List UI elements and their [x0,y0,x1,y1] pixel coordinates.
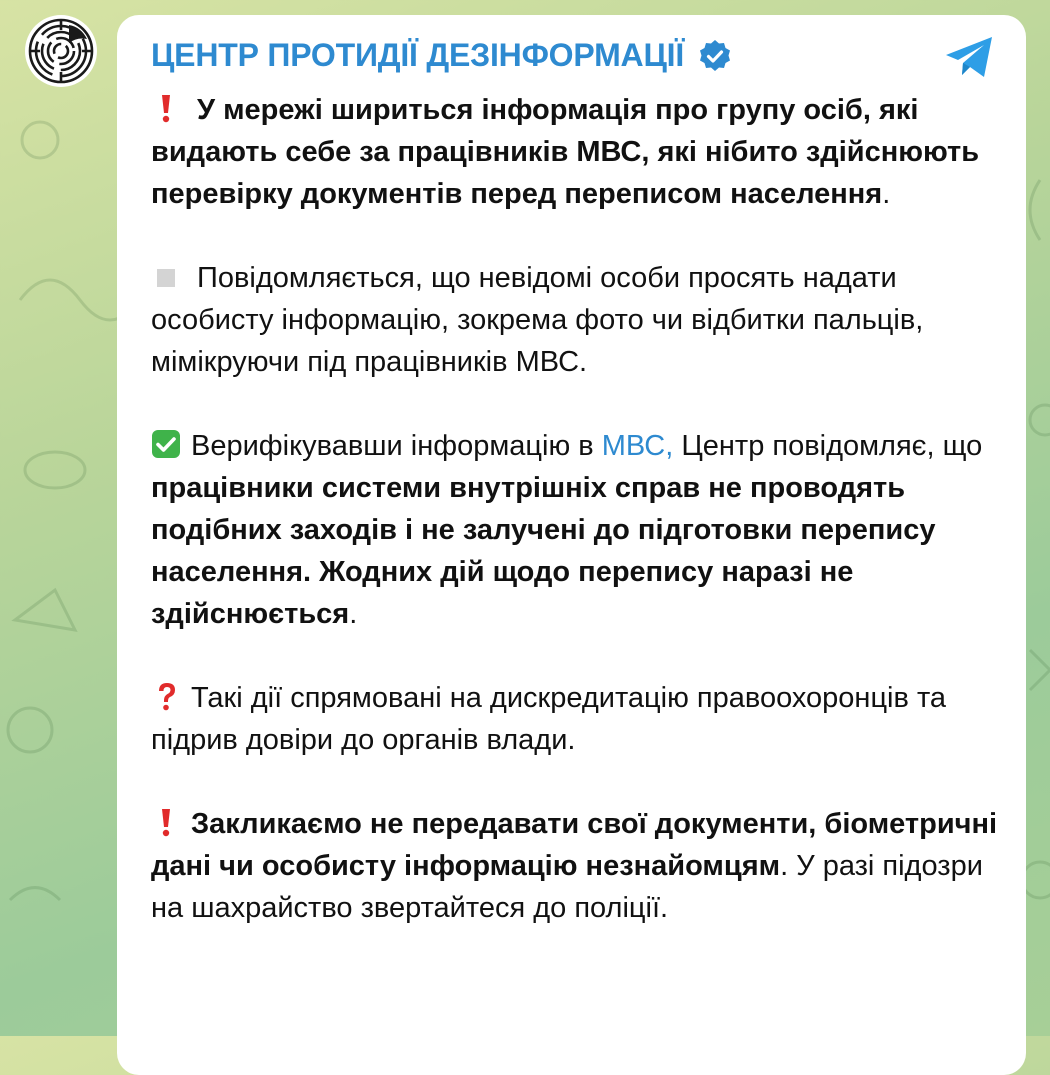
paragraph-report [151,257,1001,383]
verified-text-a: Верифікувавши інформацію в [191,430,602,462]
paragraph-question [151,677,1001,761]
appeal-bold: Закликаємо не передавати свої документи, біометричні дані чи особисту інформацію незнайомцям [151,808,998,882]
red-exclamation-icon [151,807,181,837]
telegram-icon[interactable] [944,35,996,79]
channel-name[interactable]: ЦЕНТР ПРОТИДІЇ ДЕЗІНФОРМАЦІЇ [151,37,684,73]
white-square-icon [151,261,181,291]
warning-text: У мережі шириться інформація про групу осіб, які видають себе за працівників МВС, які нібито здійснюють перевірку документів перед переписом населення [151,94,980,210]
verified-badge-icon [698,39,732,73]
appeal-text: . У разі підозри на шахрайство звертайтеся до поліції. [151,850,983,924]
paragraph-warning [151,89,1001,215]
red-exclamation-icon [151,93,181,123]
report-text: Повідомляється, що невідомі особи просять надати особисту інформацію, зокрема фото чи відбитки пальців, мімікруючи під працівників МВС. [151,262,924,378]
verified-tail: . [349,598,358,630]
message-text [151,89,1001,971]
paragraph-verified [151,425,1001,635]
verified-bold: працівники системи внутрішніх справ не проводять подібних заходів і не залучені до підготовки перепису населення. Жодних дій щодо перепису наразі не здійснюється [151,472,936,630]
mvs-link[interactable]: МВС, [601,430,674,462]
red-question-icon [151,681,181,711]
verified-text-b: Центр повідомляє, що [673,430,983,462]
question-text: Такі дії спрямовані на дискредитацію правоохоронців та підрив довіри до органів влади. [151,682,947,756]
labyrinth-logo-icon [25,15,97,87]
message-bubble [117,15,1026,1075]
channel-title[interactable] [151,37,732,74]
paragraph-appeal [151,803,1001,929]
channel-avatar[interactable] [25,15,97,87]
warning-tail: . [882,178,891,210]
check-mark-icon [151,429,181,459]
